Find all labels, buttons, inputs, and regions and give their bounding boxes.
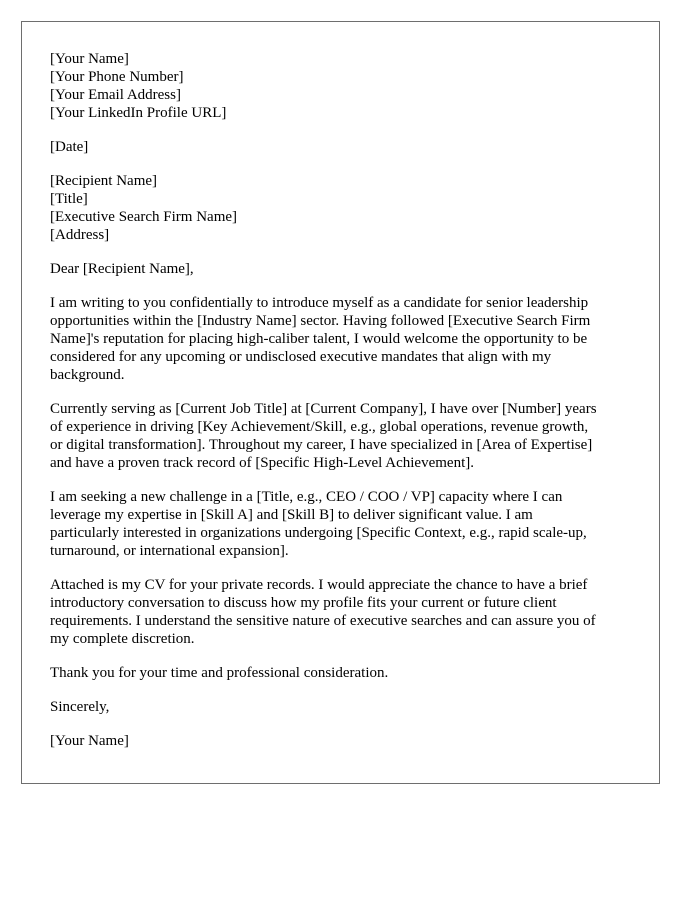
closing: Sincerely,	[50, 699, 110, 715]
signature-block	[50, 732, 650, 750]
sender-block	[50, 50, 650, 122]
paragraph-line: turnaround, or international expansion].	[50, 543, 289, 559]
paragraph-line: leverage my expertise in [Skill A] and [Skill B] to deliver significant value. I am	[50, 507, 533, 523]
recipient-block	[50, 172, 650, 244]
paragraph-line: and have a proven track record of [Specific High-Level Achievement].	[50, 455, 474, 471]
sender-linkedin: [Your LinkedIn Profile URL]	[50, 105, 227, 121]
paragraph-line: considered for any upcoming or undisclosed executive mandates that align with my	[50, 349, 552, 365]
paragraph-line: my complete discretion.	[50, 631, 195, 647]
salutation-block	[50, 260, 650, 278]
recipient-title: [Title]	[50, 191, 88, 207]
date-block	[50, 138, 650, 156]
paragraph-line: introductory conversation to discuss how my profile fits your current or future client	[50, 595, 557, 611]
letter-date: [Date]	[50, 139, 89, 155]
paragraph-line: of experience in driving [Key Achievement/Skill, e.g., global operations, revenue growth,	[50, 419, 589, 435]
signature-name: [Your Name]	[50, 733, 129, 749]
paragraph-line: background.	[50, 367, 125, 383]
paragraph-line: Currently serving as [Current Job Title] at [Current Company], I have over [Number] years	[50, 401, 597, 417]
sender-phone: [Your Phone Number]	[50, 69, 184, 85]
sender-name: [Your Name]	[50, 51, 129, 67]
body-paragraph-5	[50, 664, 650, 682]
body-paragraph-4	[50, 576, 650, 648]
paragraph-line: opportunities within the [Industry Name] sector. Having followed [Executive Search Firm	[50, 313, 591, 329]
recipient-firm: [Executive Search Firm Name]	[50, 209, 238, 225]
body-paragraph-3	[50, 488, 650, 560]
sender-email: [Your Email Address]	[50, 87, 181, 103]
closing-block	[50, 698, 650, 716]
body-paragraph-2	[50, 400, 650, 472]
paragraph-line: or digital transformation]. Throughout my career, I have specialized in [Area of Expertise]	[50, 437, 593, 453]
paragraph-line: requirements. I understand the sensitive nature of executive searches and can assure you of	[50, 613, 596, 629]
paragraph-line: Name]'s reputation for placing high-caliber talent, I would welcome the opportunity to be	[50, 331, 588, 347]
recipient-address: [Address]	[50, 227, 110, 243]
paragraph-line: particularly interested in organizations undergoing [Specific Context, e.g., rapid scale-up,	[50, 525, 587, 541]
paragraph-line: I am writing to you confidentially to introduce myself as a candidate for senior leadership	[50, 295, 589, 311]
paragraph-line: Attached is my CV for your private records. I would appreciate the chance to have a brief	[50, 577, 588, 593]
paragraph-line: Thank you for your time and professional consideration.	[50, 665, 389, 681]
body-paragraph-1	[50, 294, 650, 384]
letter-body	[50, 50, 650, 750]
salutation: Dear [Recipient Name],	[50, 261, 194, 277]
letter-page	[21, 21, 660, 784]
paragraph-line: I am seeking a new challenge in a [Title, e.g., CEO / COO / VP] capacity where I can	[50, 489, 563, 505]
recipient-name: [Recipient Name]	[50, 173, 158, 189]
